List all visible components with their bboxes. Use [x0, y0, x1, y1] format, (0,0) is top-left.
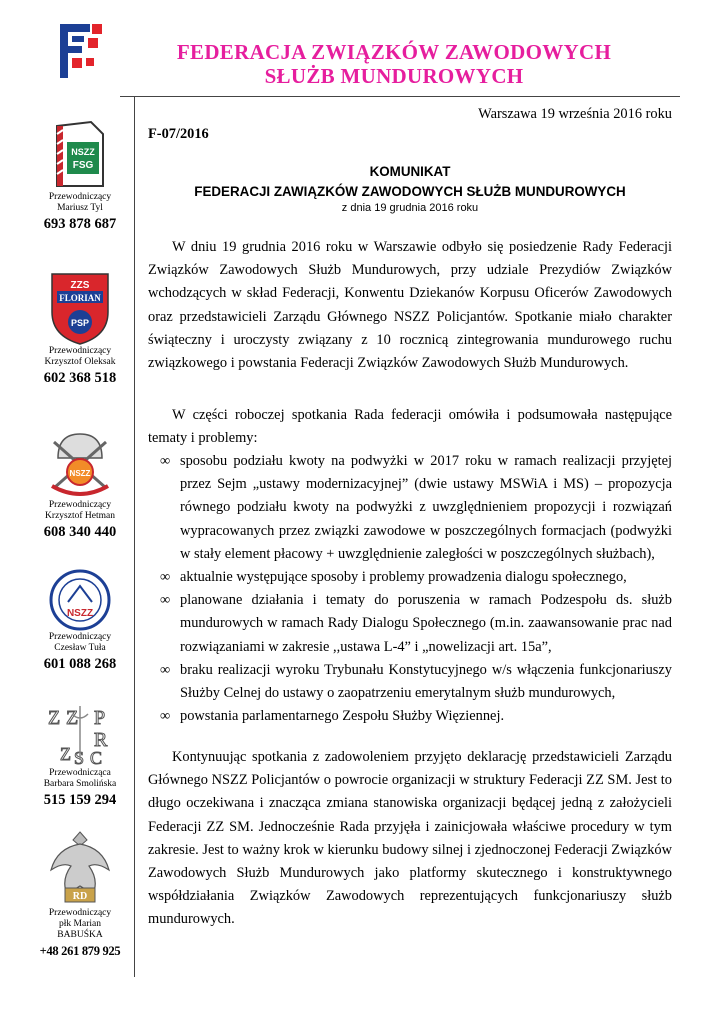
sidebar-divider	[134, 97, 135, 977]
svg-text:P: P	[94, 707, 106, 729]
member-name: Mariusz Tyl	[57, 203, 103, 213]
member-rank: płk Marian	[59, 919, 101, 929]
list-item	[148, 659, 672, 705]
list-item	[148, 705, 672, 728]
member-card	[30, 568, 130, 673]
svg-text:R: R	[94, 729, 108, 751]
svg-text:FLORIAN: FLORIAN	[59, 293, 101, 303]
topics-list	[148, 450, 672, 728]
member-role: Przewodniczący	[48, 632, 112, 642]
member-card	[30, 700, 130, 809]
list-item-text: powstania parlamentarnego Zespołu Służby Więziennej.	[180, 708, 505, 725]
svg-text:Z: Z	[48, 707, 61, 729]
member-role: Przewodniczący	[48, 908, 112, 918]
member-name: Krzysztof Oleksak	[44, 357, 116, 367]
member-role: Przewodniczący	[48, 192, 112, 202]
bullet-symbol: ∞	[160, 453, 171, 469]
list-item-text: braku realizacji wyroku Trybunału Konstytucyjnego w/s włączenia funkcjonariuszy Służby Celnej do ustawy o zaopatrzeniu emerytalnym służb mundurowych,	[180, 661, 672, 702]
bullet-symbol: ∞	[160, 661, 171, 678]
document-title-line1: KOMUNIKAT	[369, 164, 451, 179]
bullet-symbol: ∞	[160, 569, 171, 586]
eagle-rd-logo-icon	[47, 828, 113, 908]
list-item	[148, 566, 672, 589]
bullet-symbol: ∞	[160, 592, 171, 609]
member-phone: 515 159 294	[43, 792, 117, 808]
member-phone: 601 088 268	[43, 656, 117, 672]
member-name: Czesław Tuła	[54, 643, 106, 653]
svg-text:Z: Z	[60, 744, 71, 764]
svg-text:S: S	[74, 748, 85, 768]
nszz-sluzba-wiezienna-logo-icon	[48, 568, 112, 632]
paragraph-3: Kontynuując spotkania z zadowoleniem przyjęto deklarację przedstawicieli Zarządu Głównego NSZZ Policjantów o powrocie organizacji w struktury Federacji ZZ SM. Jest to długo oczekiwana i znacząca zmiana stanowiska organizacji będącej jedną z założycieli Federacji ZZ SM. Jednocześnie Rada przyjęła i zainicjowała właściwe procedury w tym zakresie. Jest to ważny krok w kierunku budowy silnej i zjednoczonej Federacji Związków Zawodowych Służb Mundurowych jako platformy skutecznego i konstruktywnego współdziałania Związków Zawodowych reprezentujących funkcjonariuszy służb mundurowych.	[148, 749, 672, 928]
member-phone: 608 340 440	[43, 524, 117, 540]
document-title-line2: FEDERACJI ZAWIĄZKÓW ZAWODOWYCH SŁUŻB MUNDUROWYCH	[194, 184, 626, 199]
member-card	[30, 270, 130, 387]
svg-text:RD: RD	[72, 891, 88, 902]
svg-text:PSP: PSP	[70, 318, 90, 328]
svg-text:NSZZ: NSZZ	[71, 147, 95, 157]
svg-text:NSZZ: NSZZ	[69, 469, 91, 478]
paragraph-2: W części roboczej spotkania Rada federacji omówiła i podsumowała następujące tematy i problemy:	[148, 407, 672, 447]
list-item	[148, 450, 672, 566]
federation-title-line2: SŁUŻB MUNDUROWYCH	[264, 64, 524, 88]
member-card	[30, 428, 130, 541]
bullet-symbol: ∞	[160, 708, 171, 725]
nszz-pracownikow-pozarnictwa-logo-icon	[44, 428, 116, 500]
member-name: Krzysztof Hetman	[45, 511, 115, 521]
member-phone: 602 368 518	[43, 370, 117, 386]
member-phone: +48 261 879 925	[39, 944, 121, 958]
zzpsc-logo-icon	[42, 700, 118, 768]
member-role: Przewodniczący	[48, 500, 112, 510]
member-phone: 693 878 687	[43, 216, 117, 232]
list-item-text: sposobu podziału kwoty na podwyżki w 2017 roku w ramach realizacji przyjętej przez Sejm „ustawy modernizacyjnej” (dwie ustawy MSWiA i MS) – propozycja równego podziału kwoty na podwyżki z uwzględnieniem propozycji i rozwiązań wypracowanych przez związki zawodowe w poszczególnych formacjach (podwyżki w stały element płacowy + uwzględnienie zaległości w poszczególnych służbach),	[180, 453, 672, 562]
federation-logo-icon	[58, 22, 104, 80]
zzs-florian-logo-icon	[48, 270, 112, 346]
header-divider	[120, 96, 680, 97]
member-card	[30, 828, 130, 960]
document-subtitle: z dnia 19 grudnia 2016 roku	[341, 202, 479, 214]
federation-title	[108, 40, 680, 88]
document-date: Warszawa 19 września 2016 roku	[478, 106, 672, 122]
member-name: BABUŚKA	[57, 930, 103, 940]
member-role: Przewodniczący	[48, 346, 112, 356]
member-name: Barbara Smolińska	[43, 779, 117, 789]
member-card	[30, 120, 130, 233]
svg-text:Z: Z	[66, 707, 79, 729]
svg-text:NSZZ: NSZZ	[66, 608, 94, 619]
list-item	[148, 589, 672, 659]
paragraph-1: W dniu 19 grudnia 2016 roku w Warszawie odbyło się posiedzenie Rady Federacji Związków Zawodowych Służb Mundurowych, przy udziale Prezydiów Związków wchodzących w skład Federacji, Konwentu Dziekanów Korpusu Oficerów Zawodowych oraz przedstawicieli Zarządu Głównego NSZZ Policjantów. Spotkanie miało charakter świąteczny i uroczysty związany z 10 rocznicą zintegrowania mundurowego ruchu związkowego i powstania Federacji Związków Zawodowych Służb Mundurowych.	[148, 239, 672, 372]
document-title	[148, 162, 672, 202]
svg-text:ZZS: ZZS	[70, 280, 90, 291]
svg-text:C: C	[90, 748, 103, 768]
list-item-text: aktualnie występujące sposoby i problemy prowadzenia dialogu społecznego,	[180, 569, 627, 586]
nszz-fsg-logo-icon	[51, 120, 109, 192]
federation-title-line1: FEDERACJA ZWIĄZKÓW ZAWODOWYCH	[176, 40, 612, 64]
list-item-text: planowane działania i tematy do poruszenia w ramach Podzespołu ds. służb mundurowych w ramach Rady Dialogu Społecznego (m.in. zaawansowanie prac nad rozwiązaniami w zakresie ,,ustawa L-4” i „nowelizacji art. 15a”,	[180, 592, 672, 655]
document-ref: F-07/2016	[148, 126, 209, 142]
svg-text:FSG: FSG	[72, 160, 94, 171]
member-role: Przewodnicząca	[49, 768, 111, 778]
